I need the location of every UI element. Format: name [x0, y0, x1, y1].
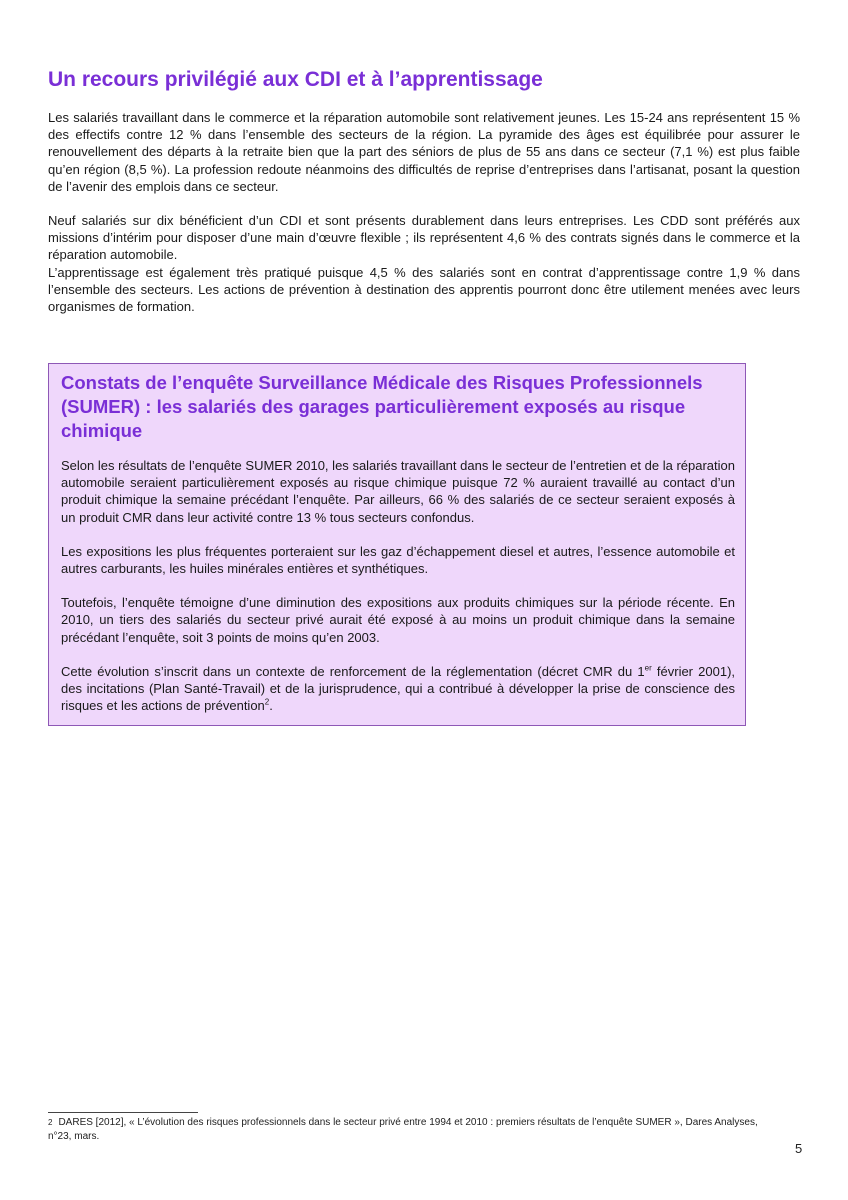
intro-paragraph-demographics: Les salariés travaillant dans le commerce et la réparation automobile sont relativement jeunes. Les 15-24 ans représentent 15 % des effectifs contre 12 % dans l’ensemble des secteurs de la région. La pyramide des âges est équilibrée pour assurer le renouvellement des départs à la retraite bien que la part des séniors de plus de 55 ans dans ce secteur (7,1 %) est plus faible qu’en région (8,5 %). La profession redoute néanmoins des difficultés de reprise d’entreprises dans l’artisanat, posant la question de l’avenir des emplois dans ce secteur.: [48, 110, 800, 194]
footnote-reference[interactable]: 2: [264, 697, 270, 707]
intro-paragraph-apprenticeship: L’apprentissage est également très pratiqué puisque 4,5 % des salariés sont en contrat d’apprentissage contre 1,9 % dans l’ensemble des secteurs. Les actions de prévention à destination des apprentis pourront donc être utilement menées avec leurs organismes de formation.: [48, 264, 800, 315]
callout-title: Constats de l’enquête Surveillance Médicale des Risques Professionnels (SUMER) : les salariés des garages particulièrement exposés au risque chimique: [61, 372, 703, 441]
page-number: 5: [795, 1141, 803, 1156]
callout-paragraph-context: [61, 663, 735, 715]
callout-paragraph-exposures: Les expositions les plus fréquentes porteraient sur les gaz d’échappement diesel et autres, l’essence automobile et autres carburants, les huiles minérales entières et synthétiques.: [61, 543, 735, 577]
footnote-number: 2: [48, 1118, 53, 1127]
sumer-callout-box: [48, 363, 746, 726]
footnote-divider: [48, 1112, 198, 1113]
intro-section: [48, 109, 800, 315]
callout-paragraph-results: Selon les résultats de l’enquête SUMER 2010, les salariés travaillant dans le secteur de l’entretien et de la réparation automobile seraient particulièrement exposés au risque chimique puisque 72 % auraient travaillé au contact d’un produit chimique la semaine précédant l’enquête. Par ailleurs, 66 % des salariés de ce secteur seraient exposés à un produit CMR dans leur activité contre 13 % tous secteurs confondus.: [61, 458, 735, 525]
footnote: [48, 1116, 768, 1144]
callout-paragraph-decline: Toutefois, l’enquête témoigne d’une diminution des expositions aux produits chimiques sur la période récente. En 2010, un tiers des salariés du secteur privé aurait été exposé à au moins un produit chimique dans la semaine précédant l’enquête, soit 3 points de moins qu’en 2003.: [61, 595, 735, 645]
callout-context-text-start: Cette évolution s’inscrit dans un contexte de renforcement de la réglementation (décret CMR du 1: [61, 663, 645, 679]
page-title: Un recours privilégié aux CDI et à l’apprentissage: [48, 68, 543, 91]
footnote-text: DARES [2012], « L’évolution des risques professionnels dans le secteur privé entre 1994 et 2010 : premiers résultats de l’enquête SUMER », Dares Analyses, n°23, mars.: [48, 1117, 758, 1142]
intro-paragraph-contracts: Neuf salariés sur dix bénéficient d’un CDI et sont présents durablement dans leurs entreprises. Les CDD sont préférés aux missions d’intérim pour disposer d’une main d’œuvre flexible ; ils représentent 4,6 % des contrats signés dans le commerce et la réparation automobile.: [48, 213, 800, 263]
callout-body: [61, 457, 735, 731]
callout-context-text-end: .: [269, 698, 273, 714]
ordinal-superscript: er: [644, 663, 652, 673]
callout-context-text-middle: février 2001), des incitations (Plan Santé-Travail) et de la jurisprudence, qui a contribué à développer la prise de conscience des risques et les actions de prévention: [61, 663, 736, 714]
